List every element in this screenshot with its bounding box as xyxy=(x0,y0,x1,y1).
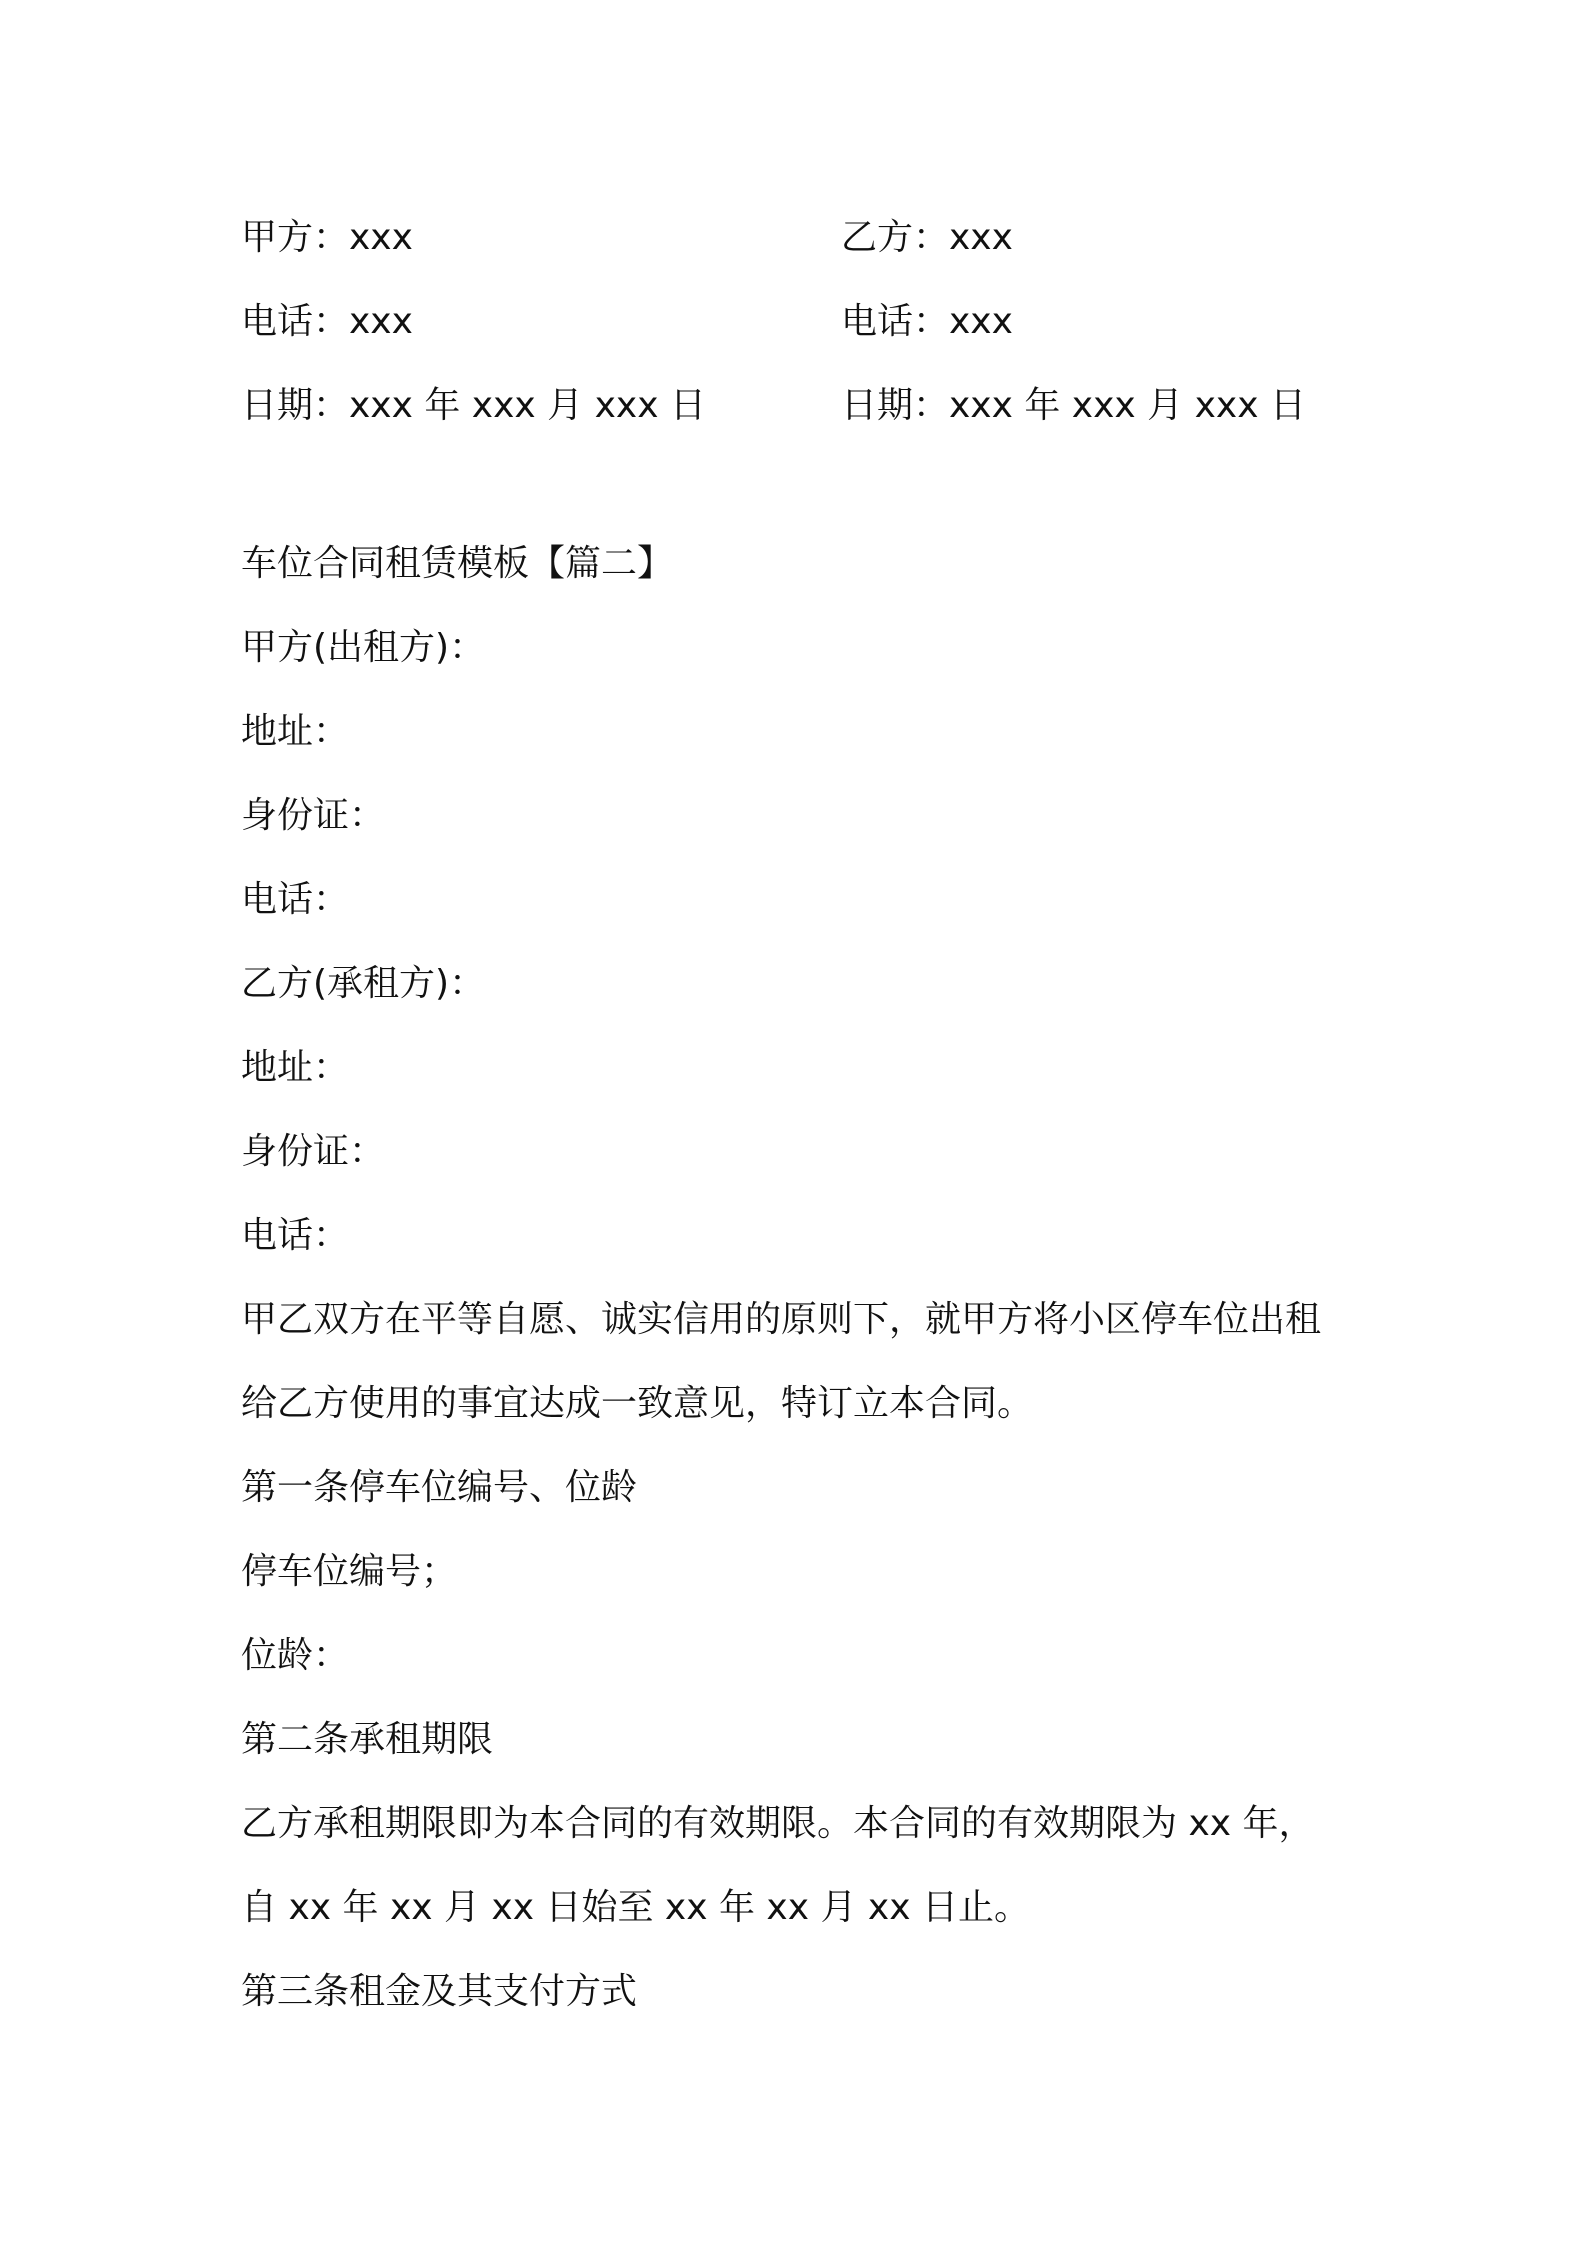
party-a-phone-field: 电话： xyxy=(241,879,350,920)
party-b-phone: 电话：xxx xyxy=(841,301,1013,342)
preamble-line-2: 给乙方使用的事宜达成一致意见，特订立本合同。 xyxy=(241,1383,1034,1424)
section-title: 车位合同租赁模板【篇二】 xyxy=(241,543,674,584)
party-a-address: 地址： xyxy=(241,711,350,752)
parking-space-number: 停车位编号； xyxy=(241,1551,458,1592)
preamble-line-1: 甲乙双方在平等自愿、诚实信用的原则下，就甲方将小区停车位出租 xyxy=(241,1299,1322,1340)
party-b-name: 乙方：xxx xyxy=(841,217,1013,258)
party-a-id: 身份证： xyxy=(241,795,386,836)
signature-row-date xyxy=(241,364,1341,448)
signature-row-phone xyxy=(241,280,1341,364)
parking-space-age: 位龄： xyxy=(241,1635,350,1676)
article-1-heading: 第一条停车位编号、位龄 xyxy=(241,1467,638,1508)
party-b-id: 身份证： xyxy=(241,1131,386,1172)
party-b-date: 日期：xxx 年 xxx 月 xxx 日 xyxy=(841,385,1306,426)
term-line-1: 乙方承租期限即为本合同的有效期限。本合同的有效期限为 xx 年， xyxy=(241,1803,1315,1844)
party-a-name: 甲方：xxx xyxy=(241,217,413,258)
party-b-phone-field: 电话： xyxy=(241,1215,350,1256)
party-a-phone: 电话：xxx xyxy=(241,301,413,342)
signature-block xyxy=(241,196,1341,448)
article-3-heading: 第三条租金及其支付方式 xyxy=(241,1971,638,2012)
contract-body xyxy=(241,522,1351,2034)
party-a-heading: 甲方(出租方)： xyxy=(241,627,486,668)
article-2-heading: 第二条承租期限 xyxy=(241,1719,494,1760)
term-line-2: 自 xx 年 xx 月 xx 日始至 xx 年 xx 月 xx 日止。 xyxy=(241,1887,1030,1928)
party-b-address: 地址： xyxy=(241,1047,350,1088)
party-a-date: 日期：xxx 年 xxx 月 xxx 日 xyxy=(241,385,706,426)
party-b-heading: 乙方(承租方)： xyxy=(241,963,486,1004)
signature-row-name xyxy=(241,196,1341,280)
